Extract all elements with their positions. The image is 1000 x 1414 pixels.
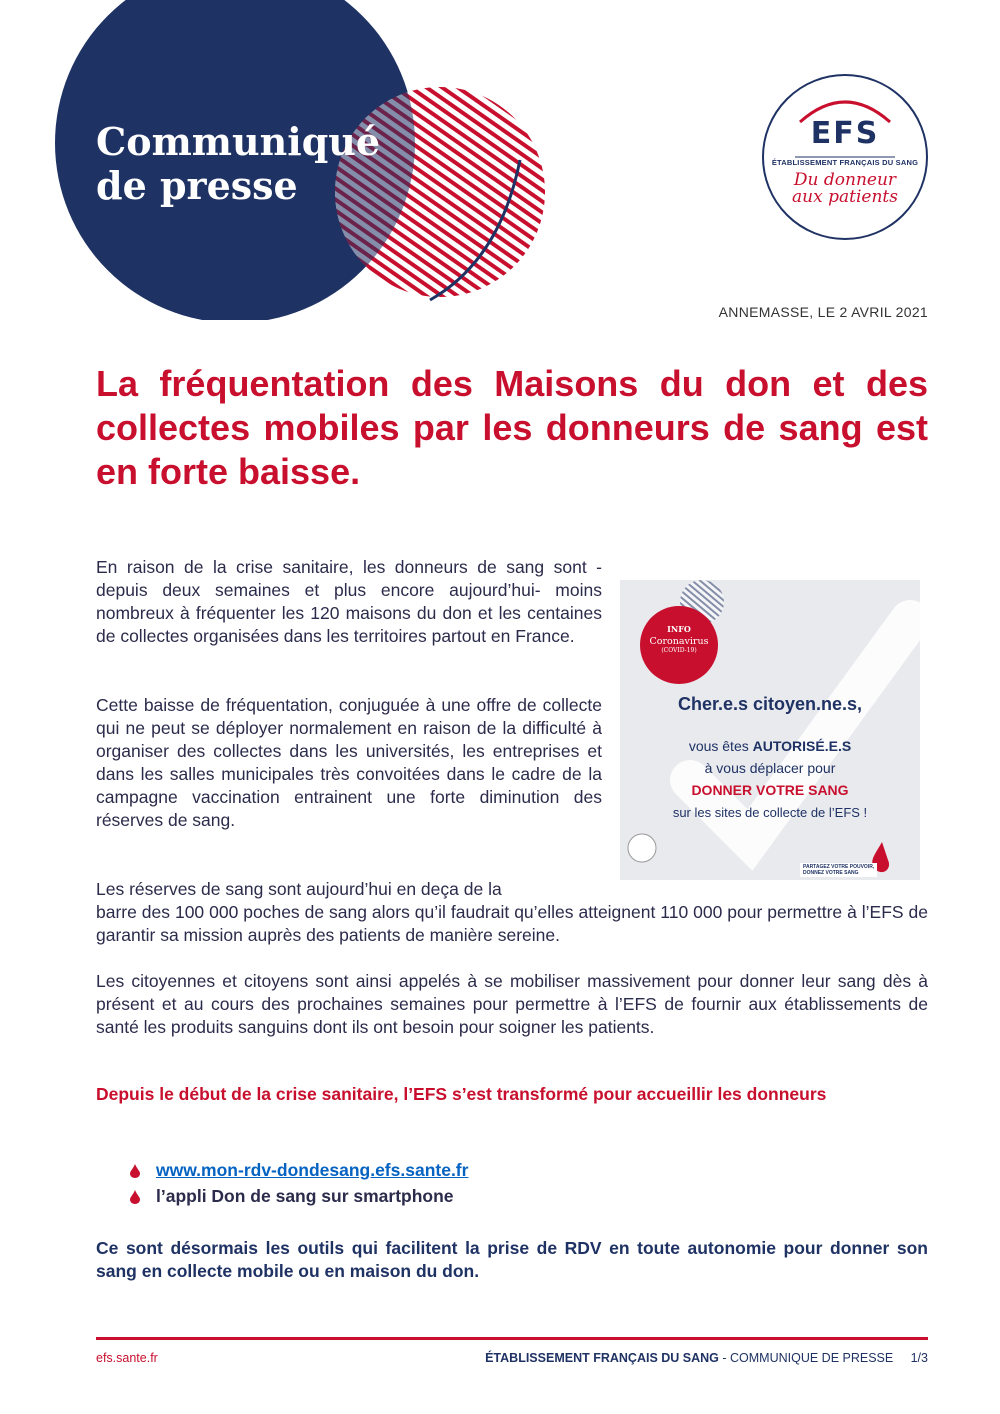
list-item bbox=[130, 1186, 454, 1207]
footer-org: ÉTABLISSEMENT FRANÇAIS DU SANG bbox=[485, 1351, 719, 1365]
paragraph-2: Cette baisse de fréquentation, conjuguée à une offre de collecte qui ne peut se déployer normalement en raison de la difficulté à organiser des collectes dans les universités, les entreprises et dans les salles municipales très convoitées dans le cadre de la campagne vaccination entrainent une forte diminution des réserves de sang. bbox=[96, 695, 602, 830]
closing-text: Ce sont désormais les outils qui facilitent la prise de RDV en toute autonomie pour donner son sang en collecte mobile ou en maison du don. bbox=[96, 1238, 928, 1281]
appointment-link[interactable]: www.mon-rdv-dondesang.efs.sante.fr bbox=[156, 1160, 469, 1180]
paragraph-1: En raison de la crise sanitaire, les donneurs de sang sont - depuis deux semaines et plus encore aujourd’hui- moins nombreux à fréquenter les 120 maisons du don et les centaines de collectes organisées dans les territoires partout en France. bbox=[96, 557, 602, 646]
paragraph-3-line1: Les réserves de sang sont aujourd’hui en deça de la bbox=[96, 879, 502, 899]
poster-line4: sur les sites de collecte de l’EFS ! bbox=[672, 805, 868, 820]
page-number: 1/3 bbox=[910, 1351, 928, 1365]
logo-circle bbox=[760, 72, 930, 242]
poster-line1 bbox=[620, 738, 920, 754]
paragraph-3: barre des 100 000 poches de sang alors qu’il faudrait qu’elles atteignent 110 000 pour permettre à l’EFS de garantir sa mission auprès des patients de manière sereine. bbox=[96, 902, 928, 945]
poster-greeting: Cher.e.s citoyen.ne.s, bbox=[677, 694, 863, 714]
badge-title: Coronavirus bbox=[649, 636, 709, 647]
dateline: ANNEMASSE, LE 2 AVRIL 2021 bbox=[718, 304, 928, 320]
poster-tagline bbox=[800, 863, 877, 877]
blood-drop-icon bbox=[130, 1164, 140, 1178]
blood-drop-icon bbox=[130, 1190, 140, 1204]
footer-separator: - bbox=[718, 1351, 731, 1365]
footer-site: efs.sante.fr bbox=[96, 1351, 158, 1365]
paragraph-4: Les citoyennes et citoyens sont ainsi appelés à se mobiliser massivement pour donner leur sang dès à présent et au cours des prochaines semaines pour permettre à l’EFS de fournir aux établissements de santé les produits sanguins dont ils ont besoin pour soigner les patients. bbox=[96, 971, 928, 1037]
page-title bbox=[96, 120, 380, 208]
footer-info bbox=[485, 1351, 928, 1365]
logo-slogan bbox=[760, 172, 930, 206]
info-badge bbox=[640, 606, 718, 684]
efs-logo bbox=[760, 72, 930, 242]
logo-slogan-line1: Du donneur bbox=[793, 170, 897, 190]
poster-tagline-1: PARTAGEZ VOTRE POUVOIR, bbox=[803, 864, 875, 870]
poster-line3: DONNER VOTRE SANG bbox=[691, 782, 849, 798]
covid-poster-image bbox=[620, 580, 920, 880]
badge-info: INFO bbox=[667, 624, 691, 634]
poster-tagline-2: DONNEZ VOTRE SANG bbox=[803, 870, 859, 876]
badge-sub: (COVID-19) bbox=[661, 647, 697, 654]
footer-doc-type: COMMUNIQUE DE PRESSE bbox=[730, 1351, 894, 1365]
footer-divider bbox=[96, 1337, 928, 1340]
poster-line1-bold: AUTORISÉ.E.S bbox=[752, 738, 852, 754]
app-item-label: l’appli Don de sang sur smartphone bbox=[156, 1186, 454, 1206]
list-item bbox=[130, 1160, 468, 1181]
title-line2: de presse bbox=[96, 163, 298, 208]
logo-slogan-line2: aux patients bbox=[792, 187, 898, 207]
highlight-text: Depuis le début de la crise sanitaire, l’EFS s’est transformé pour accueillir les donneurs bbox=[96, 1084, 827, 1104]
poster-line2: à vous déplacer pour bbox=[704, 760, 836, 776]
logo-acronym: EFS bbox=[810, 116, 880, 151]
poster-line1-prefix: vous êtes bbox=[688, 738, 753, 754]
logo-full-name: ÉTABLISSEMENT FRANÇAIS DU SANG bbox=[771, 158, 919, 167]
title-line1: Communiqué bbox=[96, 119, 381, 164]
headline: La fréquentation des Maisons du don et des collectes mobiles par les donneurs de sang est en forte baisse. bbox=[96, 363, 928, 492]
